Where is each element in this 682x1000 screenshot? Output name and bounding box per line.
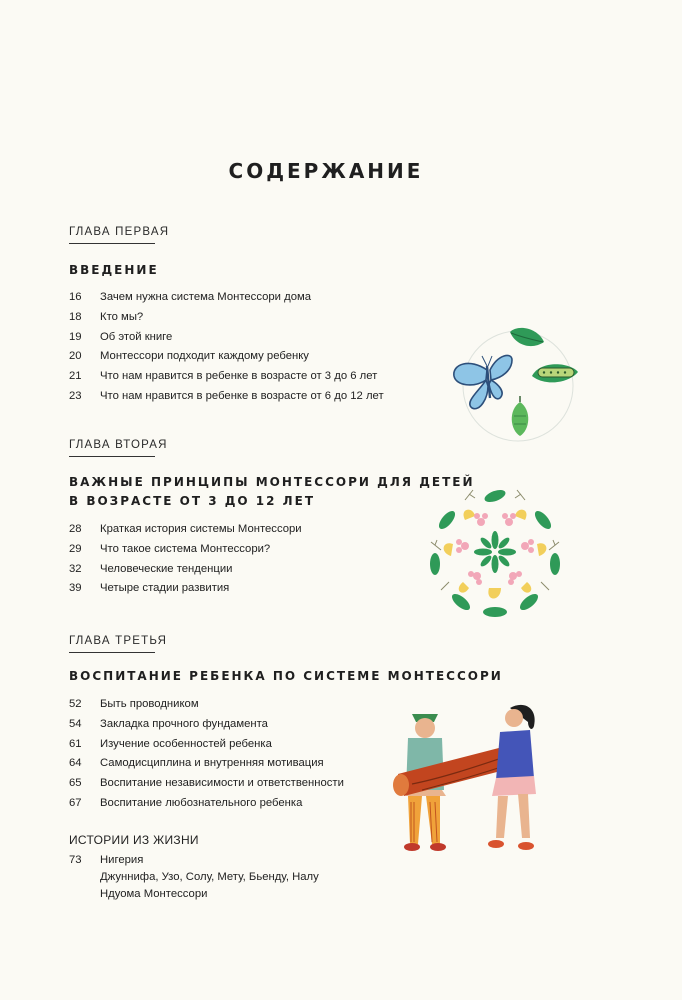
toc-item[interactable] [69, 695, 344, 715]
toc-page-number: 18 [69, 310, 82, 323]
toc-item[interactable] [69, 288, 384, 308]
chapter-2-title-line: В ВОЗРАСТЕ ОТ 3 ДО 12 ЛЕТ [69, 494, 316, 508]
toc-entry-title: Зачем нужна система Монтессори дома [100, 291, 312, 303]
child-right-icon [488, 705, 536, 850]
toc-item[interactable] [69, 754, 344, 774]
toc-page-number: 65 [69, 777, 82, 790]
toc-item[interactable] [69, 520, 302, 540]
toc-item[interactable] [69, 308, 384, 328]
toc-page-number: 20 [69, 350, 82, 363]
toc-page-number: 61 [69, 737, 82, 750]
toc-item[interactable] [69, 579, 302, 599]
toc-page-number: 21 [69, 370, 82, 383]
flower-mandala-illustration [420, 482, 570, 622]
yellow-petal-icon [444, 510, 547, 599]
toc-entry-title: Краткая история системы Монтессори [100, 523, 302, 535]
toc-item[interactable] [69, 794, 344, 814]
chapter-3-title [69, 667, 503, 686]
chapter-1-title [69, 261, 159, 280]
chrysalis-icon [512, 396, 529, 436]
chapter-2-title [69, 473, 475, 511]
toc-page-number: 64 [69, 757, 82, 770]
chapter-3-underline [69, 652, 155, 653]
toc-entry-title: Кто мы? [100, 310, 144, 323]
toc-item[interactable] [69, 387, 384, 407]
toc-page-number: 52 [69, 698, 82, 710]
chapter-2-label: ГЛАВА ВТОРАЯ [69, 439, 168, 451]
toc-entry-title: Воспитание любознательного ребенка [100, 796, 303, 809]
stories-line: Нигерия [100, 854, 144, 866]
chapter-1-underline [69, 243, 155, 244]
toc-page-number: 73 [69, 854, 82, 866]
children-carrying-log-illustration [392, 698, 552, 860]
toc-page-number: 16 [69, 291, 82, 303]
chapter-1-toc [69, 288, 384, 407]
stories-line: Ндуома Монтессори [100, 888, 208, 900]
toc-page-number: 32 [69, 562, 82, 575]
toc-page-number: 23 [69, 389, 82, 402]
butterfly-icon [454, 355, 512, 408]
caterpillar-icon [532, 364, 578, 382]
chapter-3-toc [69, 695, 344, 814]
toc-item[interactable] [69, 347, 384, 367]
toc-item[interactable] [69, 367, 384, 387]
toc-entry-title: Что нам нравится в ребенке в возрасте от 6 до 12 лет [100, 389, 384, 402]
center-leaves-icon [474, 531, 516, 573]
toc-page-number: 39 [69, 582, 82, 595]
toc-page-number: 28 [69, 523, 82, 535]
toc-item[interactable] [69, 735, 344, 755]
toc-item[interactable] [69, 774, 344, 794]
stories-entry[interactable] [69, 852, 319, 903]
toc-entry-title: Монтессори подходит каждому ребенку [100, 350, 309, 363]
toc-entry-title: Четыре стадии развития [100, 582, 230, 595]
toc-item[interactable] [69, 560, 302, 580]
butterfly-lifecycle-illustration [440, 318, 590, 448]
chapter-1-label: ГЛАВА ПЕРВАЯ [69, 226, 170, 238]
chapter-2-underline [69, 456, 155, 457]
chapter-1-title-line: ВВЕДЕНИЕ [69, 263, 159, 277]
toc-entry-title: Быть проводником [100, 698, 199, 710]
toc-item[interactable] [69, 715, 344, 735]
leaf-icon [510, 328, 544, 346]
toc-entry-title: Закладка прочного фундамента [100, 717, 268, 730]
toc-entry-title: Человеческие тенденции [100, 562, 233, 575]
toc-page-number: 29 [69, 542, 82, 555]
chapter-2-title-line: ВАЖНЫЕ ПРИНЦИПЫ МОНТЕССОРИ ДЛЯ ДЕТЕЙ [69, 475, 475, 489]
toc-entry-title: Что нам нравится в ребенке в возрасте от 3 до 6 лет [100, 370, 378, 383]
chapter-2-toc [69, 520, 302, 599]
toc-page-number: 54 [69, 717, 82, 730]
toc-entry-title: Что такое система Монтессори? [100, 542, 271, 555]
chapter-3-title-line: ВОСПИТАНИЕ РЕБЕНКА ПО СИСТЕМЕ МОНТЕССОРИ [69, 669, 503, 683]
toc-entry-title: Изучение особенностей ребенка [100, 737, 272, 750]
page-title: СОДЕРЖАНИЕ [228, 159, 424, 183]
toc-item[interactable] [69, 328, 384, 348]
toc-entry-title: Самодисциплина и внутренняя мотивация [100, 757, 324, 770]
stories-line: Джуннифа, Узо, Солу, Мету, Бьенду, Налу [100, 871, 319, 883]
chapter-3-label: ГЛАВА ТРЕТЬЯ [69, 635, 168, 647]
toc-item[interactable] [69, 540, 302, 560]
toc-entry-title: Об этой книге [100, 330, 173, 343]
toc-entry-title: Воспитание независимости и ответственности [100, 777, 344, 790]
toc-page-number: 19 [69, 330, 82, 343]
toc-page-number: 67 [69, 796, 82, 809]
stories-section-label: ИСТОРИИ ИЗ ЖИЗНИ [69, 833, 199, 847]
stories-entry-text [100, 852, 319, 903]
